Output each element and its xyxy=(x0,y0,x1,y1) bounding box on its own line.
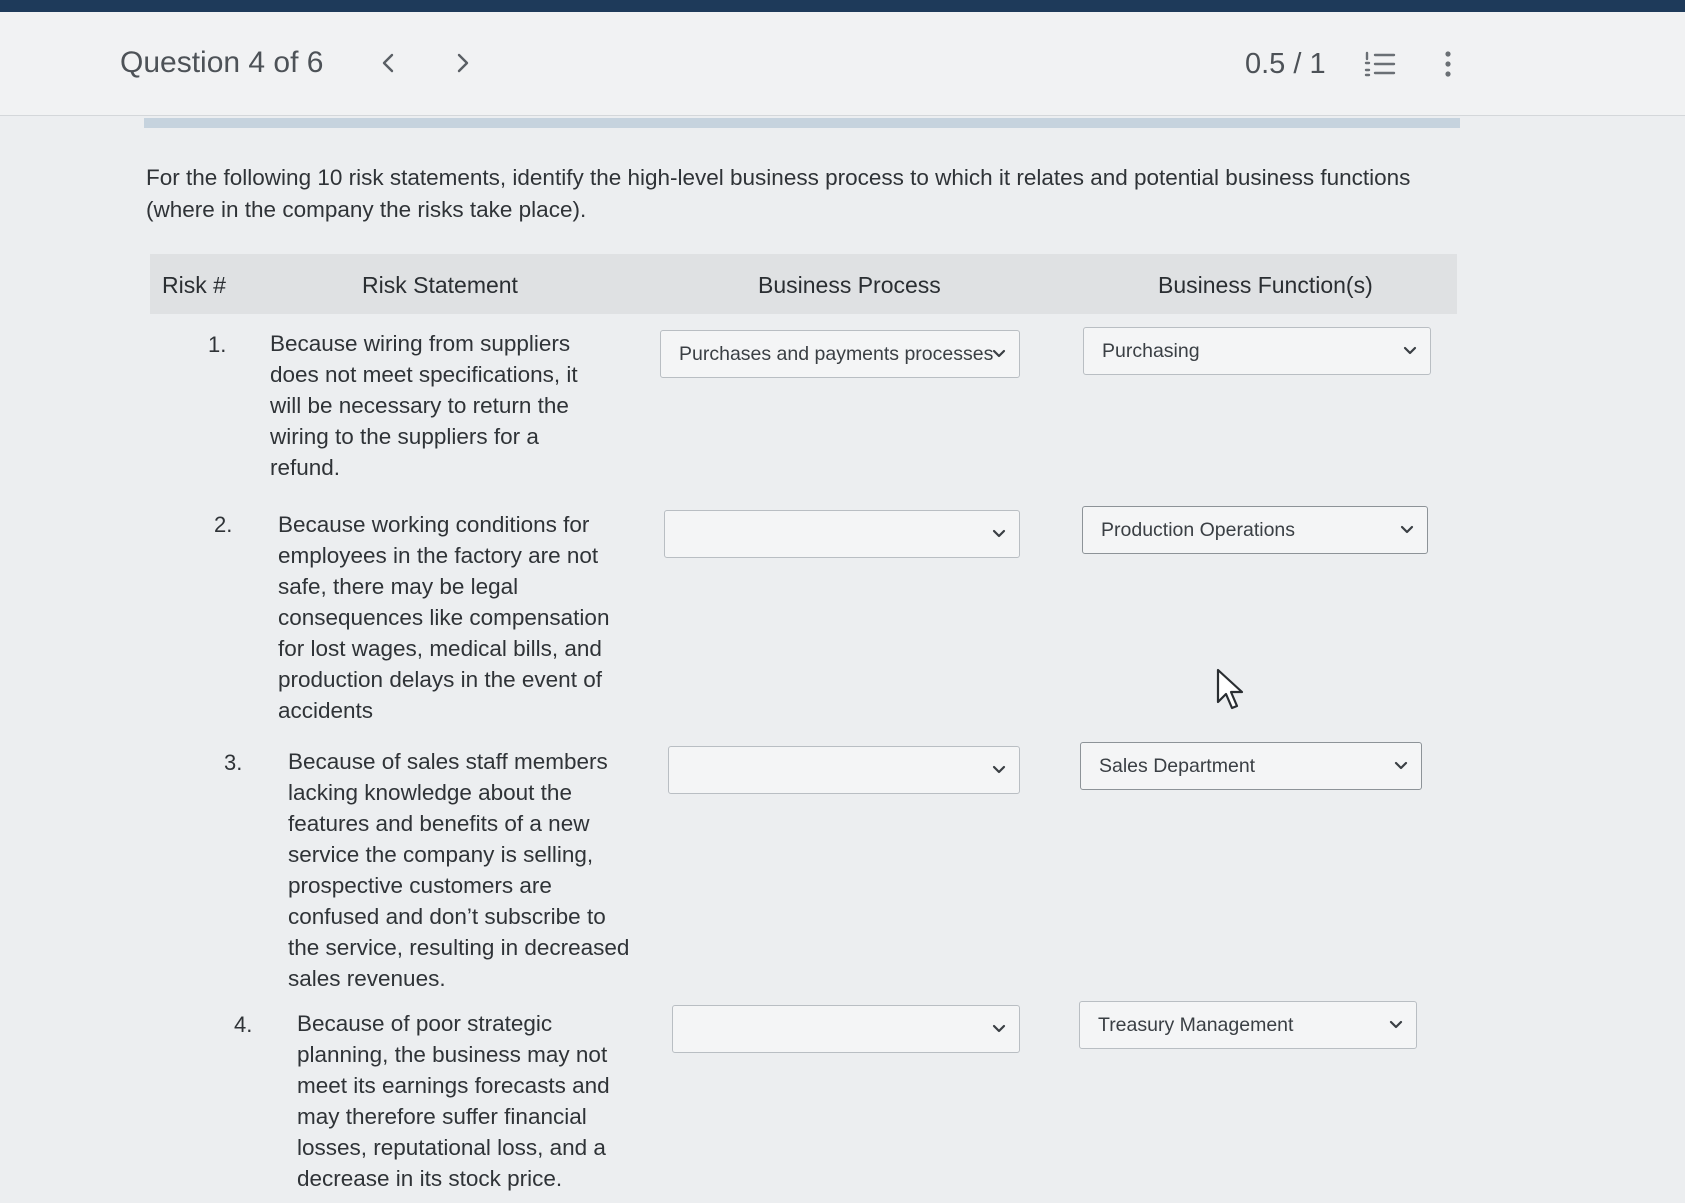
risk-statement: Because working conditions for employees in the factory are not safe, there may be legal consequences like compensation for lost wages, medical bills, and production delays in the event of accidents xyxy=(278,512,610,723)
mouse-cursor-icon xyxy=(1215,668,1247,712)
business-process-select[interactable] xyxy=(668,746,1020,794)
business-function-select[interactable] xyxy=(1079,1001,1417,1049)
chevron-right-icon xyxy=(454,52,472,74)
chevron-down-icon xyxy=(1393,758,1409,774)
more-vertical-icon xyxy=(1438,48,1458,82)
business-function-select[interactable] xyxy=(1080,742,1422,790)
previous-question-button[interactable] xyxy=(373,48,403,78)
chevron-down-icon xyxy=(1399,522,1415,538)
business-process-select[interactable] xyxy=(660,330,1020,378)
chevron-down-icon xyxy=(1402,343,1418,359)
question-label: Question 4 of 6 xyxy=(120,46,324,79)
select-value: Treasury Management xyxy=(1098,1013,1294,1036)
table-header xyxy=(150,254,1457,314)
chevron-left-icon xyxy=(379,52,397,74)
column-header-function: Business Function(s) xyxy=(1158,272,1373,298)
next-question-button[interactable] xyxy=(448,48,478,78)
select-value: Purchasing xyxy=(1102,339,1200,362)
risk-number: 4. xyxy=(234,1012,253,1037)
business-function-select[interactable] xyxy=(1083,327,1431,375)
business-process-select[interactable] xyxy=(664,510,1020,558)
select-value: Production Operations xyxy=(1101,518,1296,541)
chevron-down-icon xyxy=(991,762,1007,778)
select-value: Purchases and payments processes xyxy=(679,342,994,365)
question-list-button[interactable] xyxy=(1363,48,1399,80)
question-instructions: For the following 10 risk statements, identify the high-level business process to which it relates and potential business functions (where in the company the risks take place). xyxy=(146,165,1411,222)
more-options-button[interactable] xyxy=(1438,48,1458,82)
progress-bar xyxy=(144,118,1460,128)
risk-number: 2. xyxy=(214,512,233,537)
risk-number: 1. xyxy=(208,332,227,357)
chevron-down-icon xyxy=(991,526,1007,542)
column-header-risk: Risk # xyxy=(162,272,226,298)
question-header xyxy=(0,12,1685,116)
risk-statement: Because wiring from suppliers does not meet specifications, it will be necessary to return the wiring to the suppliers for a refund. xyxy=(270,331,578,480)
risk-statement: Because of sales staff members lacking knowledge about the features and benefits of a new service the company is selling, prospective customers are confused and don’t subscribe to the service, resulting in decreased sales revenues. xyxy=(288,749,630,991)
chevron-down-icon xyxy=(991,346,1007,362)
column-header-statement: Risk Statement xyxy=(362,272,518,298)
risk-number: 3. xyxy=(224,750,243,775)
numbered-list-icon xyxy=(1363,48,1399,80)
question-score: 0.5 / 1 xyxy=(1245,48,1326,80)
chevron-down-icon xyxy=(991,1021,1007,1037)
progress-bar-fill xyxy=(144,118,1460,128)
business-process-select[interactable] xyxy=(672,1005,1020,1053)
risk-statement: Because of poor strategic planning, the business may not meet its earnings forecasts and may therefore suffer financial losses, reputational loss, and a decrease in its stock price. xyxy=(297,1011,610,1191)
top-strip xyxy=(0,0,1685,12)
chevron-down-icon xyxy=(1388,1017,1404,1033)
business-function-select[interactable] xyxy=(1082,506,1428,554)
select-value: Sales Department xyxy=(1099,754,1256,777)
column-header-process: Business Process xyxy=(758,272,941,298)
